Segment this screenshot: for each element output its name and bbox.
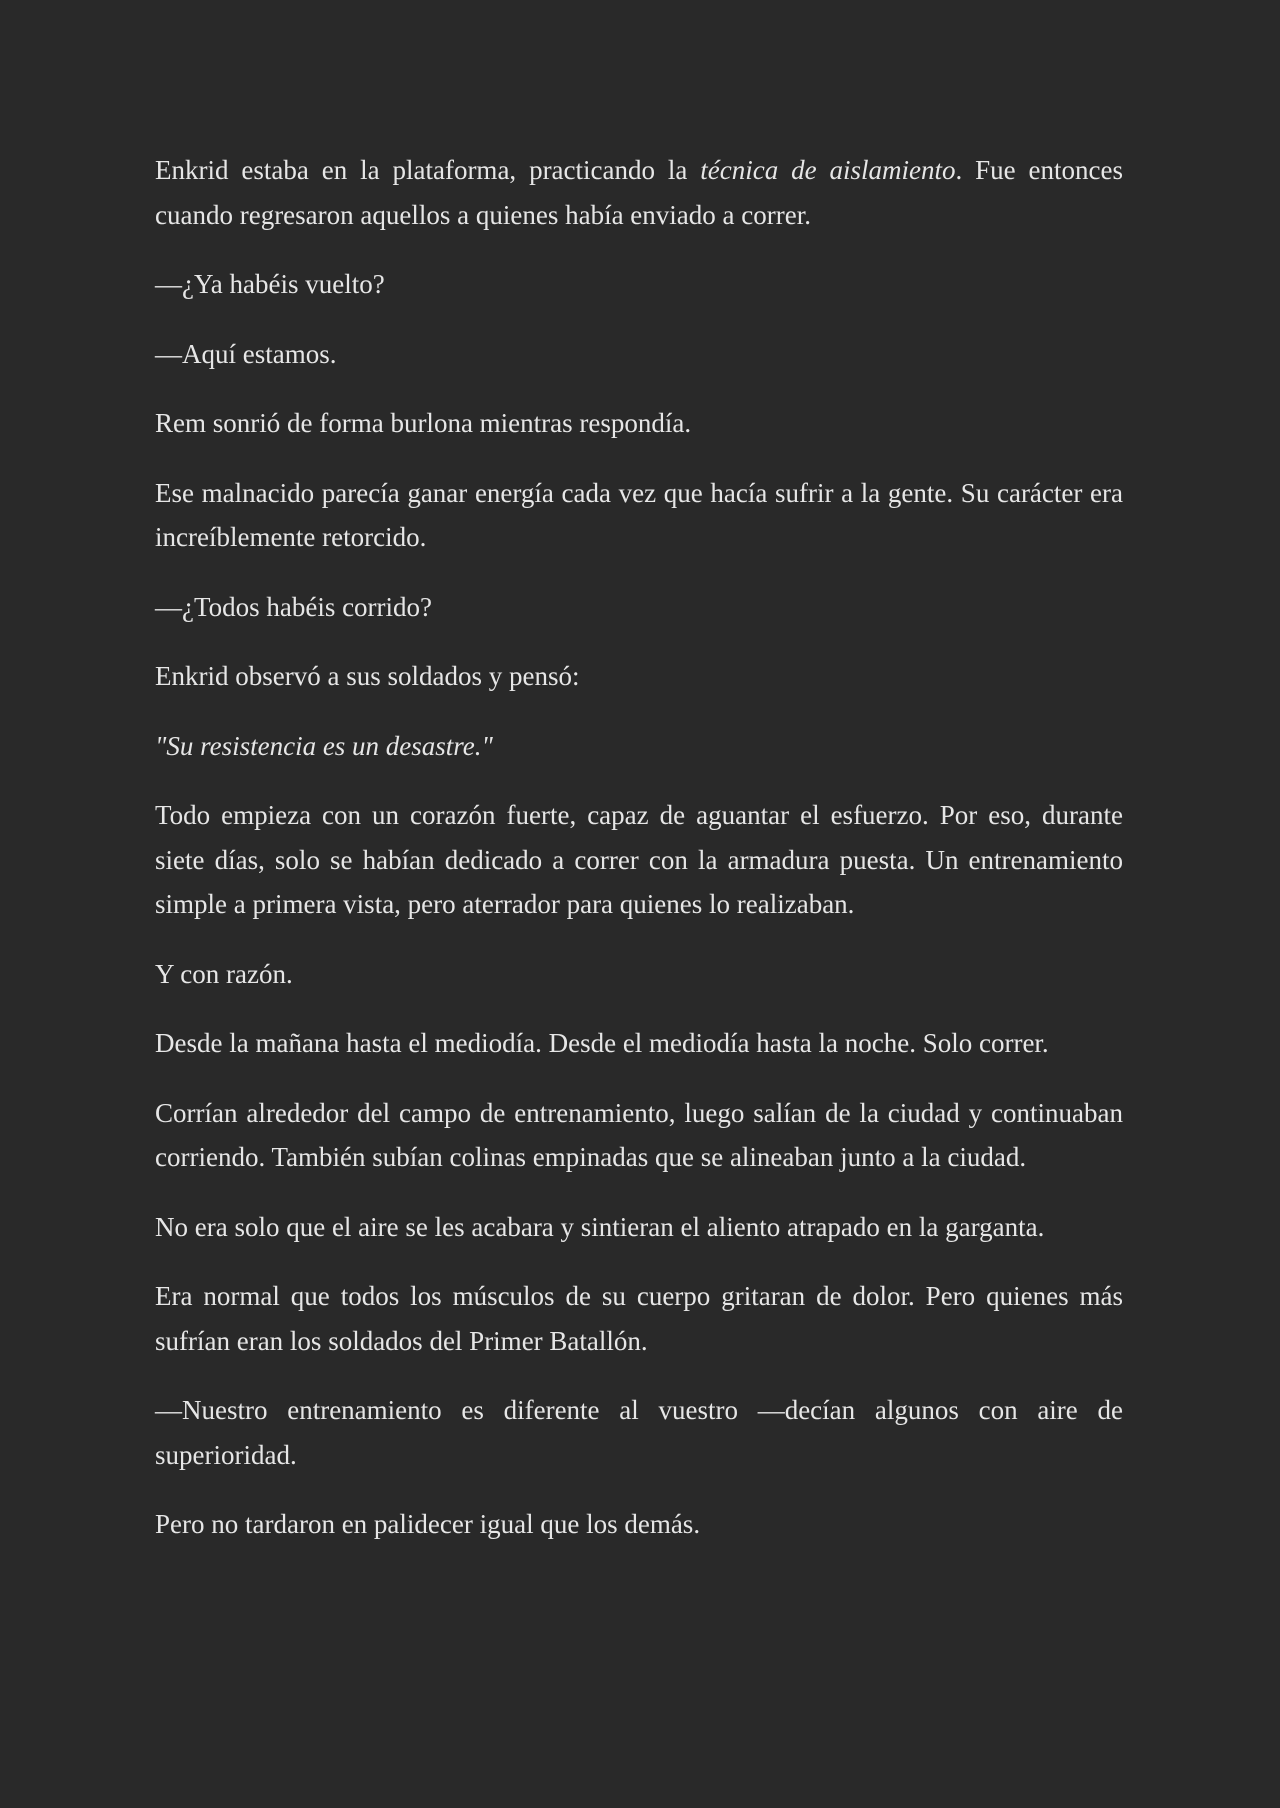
dialogue-line: —¿Todos habéis corrido?: [155, 591, 433, 622]
paragraph: [155, 148, 1123, 237]
thought-line: [155, 724, 1123, 769]
paragraph: Pero no tardaron en palidecer igual que los demás.: [155, 1509, 701, 1539]
paragraph-text: Enkrid estaba en la plataforma, practicando la: [155, 155, 701, 185]
dialogue-line: —¿Ya habéis vuelto?: [155, 269, 385, 299]
paragraph-text: . Fue entonces cuando regresaron aquellos a quienes había enviado a correr.: [155, 155, 1123, 230]
paragraph: Rem sonrió de forma burlona mientras respondía.: [155, 408, 692, 438]
italic-phrase: técnica de aislamiento: [700, 155, 956, 185]
paragraph: Desde la mañana hasta el mediodía. Desde el mediodía hasta la noche. Solo correr.: [155, 1028, 1049, 1058]
paragraph: Corrían alrededor del campo de entrenamiento, luego salían de la ciudad y continuaban corriendo. También subían colinas empinadas que se alineaban junto a la ciudad.: [155, 1097, 1123, 1172]
paragraph: Era normal que todos los músculos de su cuerpo gritaran de dolor. Pero quienes más sufrían eran los soldados del Primer Batallón.: [155, 1281, 1123, 1356]
paragraph: No era solo que el aire se les acabara y sintieran el aliento atrapado en la garganta.: [155, 1211, 1045, 1242]
thought-text: "Su resistencia es un desastre.": [155, 730, 493, 761]
paragraph: Enkrid observó a sus soldados y pensó:: [155, 661, 580, 691]
reader-content: [155, 148, 1123, 1572]
paragraph: Ese malnacido parecía ganar energía cada vez que hacía sufrir a la gente. Su carácter era increíblemente retorcido.: [155, 477, 1123, 552]
dialogue-line: —Nuestro entrenamiento es diferente al vuestro —decían algunos con aire de superioridad.: [155, 1395, 1123, 1470]
dialogue-line: —Aquí estamos.: [155, 338, 337, 369]
paragraph: Todo empieza con un corazón fuerte, capaz de aguantar el esfuerzo. Por eso, durante siete días, solo se habían dedicado a correr con la armadura puesta. Un entrenamiento simple a primera vista, pero aterrador para quienes lo realizaban.: [155, 800, 1123, 919]
paragraph: Y con razón.: [155, 958, 293, 989]
